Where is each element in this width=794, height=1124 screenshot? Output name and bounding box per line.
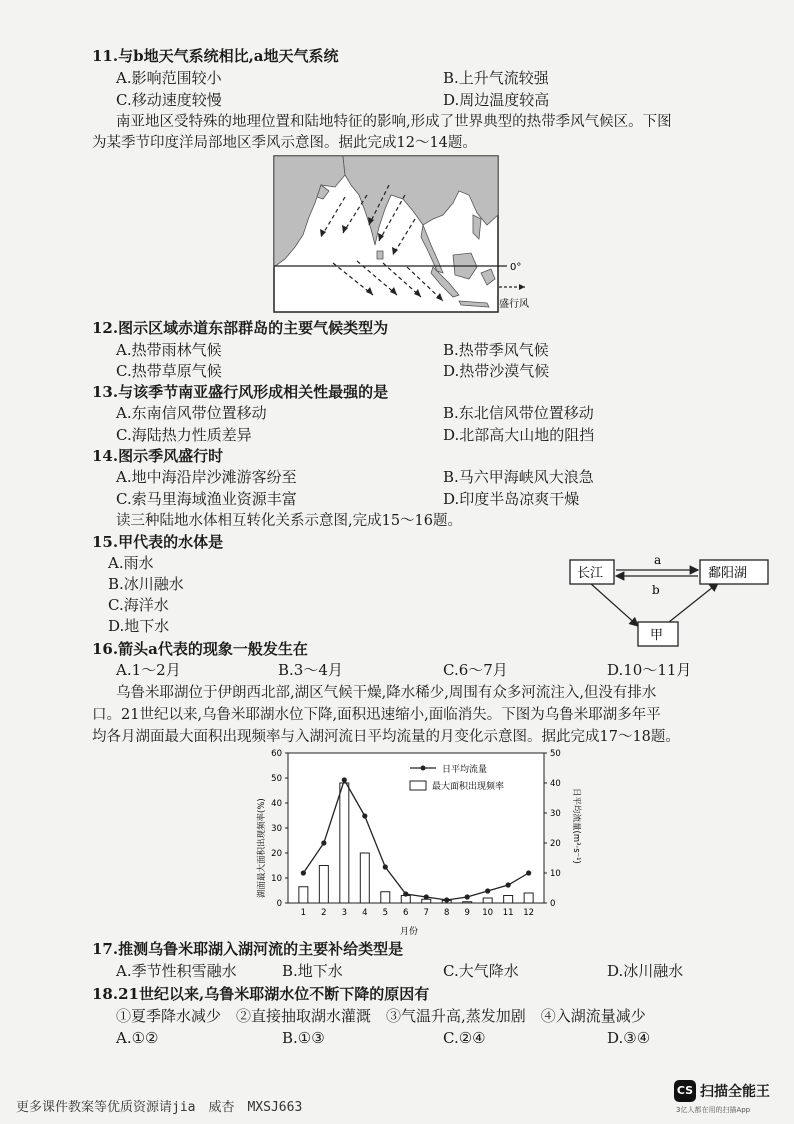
q13-option-b: B.东北信风带位置移动 bbox=[443, 404, 594, 422]
q16-stem: 16.箭头a代表的现象一般发生在 bbox=[92, 640, 308, 658]
q14-option-d: D.印度半岛凉爽干燥 bbox=[443, 490, 580, 508]
flow-point-month-1 bbox=[301, 870, 306, 875]
y-right-tick-label: 50 bbox=[550, 749, 561, 759]
y-left-tick-label: 30 bbox=[271, 824, 282, 834]
legend-line-label: 日平均流量 bbox=[442, 765, 488, 775]
y-right-tick-label: 20 bbox=[550, 839, 561, 849]
flow-frequency-chart bbox=[250, 748, 590, 938]
bar-month-1 bbox=[299, 887, 308, 903]
y-right-tick-label: 40 bbox=[550, 779, 561, 789]
arrow-b-label: b bbox=[652, 583, 660, 597]
arrow-left-to-jia bbox=[590, 583, 638, 626]
q13-option-c: C.海陆热力性质差异 bbox=[116, 426, 252, 444]
intro-17-18-line2: 口。21世纪以来,乌鲁米耶湖水位下降,面积迅速缩小,面临消失。下图为乌鲁米耶湖多年平 bbox=[92, 707, 661, 723]
intro-17-18-line1: 乌鲁米耶湖位于伊朗西北部,湖区气候干燥,降水稀少,周围有众多河流注入,但没有排水 bbox=[116, 685, 657, 701]
q15-option-a: A.雨水 bbox=[108, 554, 154, 572]
y-right-tick-label: 30 bbox=[550, 809, 561, 819]
water-diagram bbox=[568, 550, 772, 650]
logo-subtitle: 3亿人都在用的扫描App bbox=[676, 1106, 751, 1114]
bar-month-12 bbox=[524, 893, 533, 903]
q14-option-b: B.马六甲海峡风大浪急 bbox=[443, 468, 594, 486]
flow-point-month-6 bbox=[403, 891, 408, 896]
x-tick-label: 1 bbox=[300, 908, 307, 918]
bar-month-2 bbox=[319, 866, 328, 904]
legend-label: 盛行风 bbox=[499, 299, 529, 310]
q15-option-d: D.地下水 bbox=[108, 617, 170, 635]
y-left-tick-label: 40 bbox=[271, 799, 282, 809]
q15-stem: 15.甲代表的水体是 bbox=[92, 533, 224, 551]
q12-option-b: B.热带季风气候 bbox=[443, 341, 549, 359]
bar-month-6 bbox=[401, 896, 410, 904]
q17-option-d: D.冰川融水 bbox=[607, 962, 684, 980]
flow-point-month-7 bbox=[424, 894, 429, 899]
x-axis-label: 月份 bbox=[400, 927, 419, 937]
q15-option-c: C.海洋水 bbox=[108, 596, 169, 614]
q13-stem: 13.与该季节南亚盛行风形成相关性最强的是 bbox=[92, 383, 389, 401]
camscanner-logo bbox=[674, 1078, 784, 1118]
flow-point-month-9 bbox=[465, 894, 470, 899]
node-poyang-label: 鄱阳湖 bbox=[708, 566, 748, 581]
flow-point-month-2 bbox=[321, 840, 326, 845]
bar-month-11 bbox=[504, 896, 513, 904]
x-tick-label: 12 bbox=[523, 908, 535, 918]
q17-option-b: B.地下水 bbox=[282, 962, 343, 980]
y-right-tick-label: 0 bbox=[550, 899, 556, 909]
x-tick-label: 8 bbox=[444, 908, 450, 918]
x-tick-label: 3 bbox=[341, 908, 348, 918]
x-tick-label: 4 bbox=[362, 908, 368, 918]
x-tick-label: 11 bbox=[502, 908, 514, 918]
q18-reasons: ①夏季降水减少 ②直接抽取湖水灌溉 ③气温升高,蒸发加剧 ④入湖流量减少 bbox=[116, 1007, 646, 1025]
intro-17-18-line3: 均各月湖面最大面积出现频率与入湖河流日平均流量的月变化示意图。据此完成17～18题。 bbox=[92, 729, 680, 745]
y-left-tick-label: 10 bbox=[271, 874, 282, 884]
y-axis-left-label: 湖面最大面积出现频率(%) bbox=[257, 798, 267, 898]
y-axis-right-label: 日平均流量(m³·s⁻¹) bbox=[571, 788, 581, 864]
x-tick-label: 9 bbox=[464, 908, 470, 918]
q11-option-b: B.上升气流较强 bbox=[443, 69, 549, 87]
q18-option-c: C.②④ bbox=[443, 1029, 486, 1047]
q13-option-d: D.北部高大山地的阻挡 bbox=[443, 426, 595, 444]
intro-12-14-line1: 南亚地区受特殊的地理位置和陆地特征的影响,形成了世界典型的热带季风气候区。下图 bbox=[116, 114, 672, 130]
q12-stem: 12.图示区域赤道东部群岛的主要气候类型为 bbox=[92, 319, 389, 337]
arrow-a-label: a bbox=[654, 553, 662, 567]
flow-point-month-11 bbox=[506, 882, 511, 887]
q16-option-d: D.10～11月 bbox=[607, 661, 692, 679]
node-jia-label: 甲 bbox=[650, 628, 664, 643]
q16-option-a: A.1～2月 bbox=[116, 661, 181, 679]
logo-name: 扫描全能王 bbox=[700, 1084, 770, 1100]
x-tick-label: 7 bbox=[423, 908, 429, 918]
q11-option-a: A.影响范围较小 bbox=[116, 69, 222, 87]
legend-line-marker bbox=[421, 766, 426, 771]
flow-point-month-8 bbox=[444, 897, 449, 902]
q12-option-a: A.热带雨林气候 bbox=[116, 341, 222, 359]
sri-lanka bbox=[377, 251, 383, 259]
q12-option-d: D.热带沙漠气候 bbox=[443, 362, 550, 380]
q15-option-b: B.冰川融水 bbox=[108, 575, 184, 593]
q11-stem: 11.与b地天气系统相比,a地天气系统 bbox=[92, 47, 339, 65]
y-left-tick-label: 60 bbox=[271, 749, 282, 759]
intro-12-14-line2: 为某季节印度洋局部地区季风示意图。据此完成12～14题。 bbox=[92, 135, 477, 151]
bar-month-5 bbox=[381, 892, 390, 903]
q11-option-d: D.周边温度较高 bbox=[443, 91, 550, 109]
y-right-tick-label: 10 bbox=[550, 869, 561, 879]
q17-stem: 17.推测乌鲁米耶湖入湖河流的主要补给类型是 bbox=[92, 940, 404, 958]
legend-bar-label: 最大面积出现频率 bbox=[432, 782, 505, 792]
q14-option-c: C.索马里海域渔业资源丰富 bbox=[116, 490, 297, 508]
q18-option-a: A.①② bbox=[116, 1029, 159, 1047]
bar-month-10 bbox=[483, 898, 492, 903]
y-left-tick-label: 20 bbox=[271, 849, 282, 859]
q17-option-a: A.季节性积雪融水 bbox=[116, 962, 237, 980]
bar-month-9 bbox=[463, 902, 472, 903]
bar-month-3 bbox=[340, 783, 349, 903]
bar-month-4 bbox=[360, 853, 369, 903]
bar-month-7 bbox=[422, 899, 431, 903]
q16-option-c: C.6～7月 bbox=[443, 661, 508, 679]
arrow-jia-to-right bbox=[664, 583, 718, 626]
q18-option-d: D.③④ bbox=[607, 1029, 651, 1047]
legend-bar-swatch bbox=[410, 781, 426, 790]
q13-option-a: A.东南信风带位置移动 bbox=[116, 404, 267, 422]
q16-option-b: B.3～4月 bbox=[278, 661, 343, 679]
equator-label: 0° bbox=[510, 262, 522, 273]
flow-point-month-12 bbox=[526, 870, 531, 875]
flow-point-month-5 bbox=[383, 864, 388, 869]
footer-note: 更多课件教案等优质资源请jia 威杏 MXSJ663 bbox=[16, 1100, 303, 1115]
flow-point-month-4 bbox=[362, 813, 367, 818]
x-tick-label: 5 bbox=[382, 908, 388, 918]
monsoon-map bbox=[273, 155, 533, 315]
q12-option-c: C.热带草原气候 bbox=[116, 362, 222, 380]
y-left-tick-label: 50 bbox=[271, 774, 282, 784]
node-changjiang-label: 长江 bbox=[577, 566, 604, 581]
intro-15-16: 读三种陆地水体相互转化关系示意图,完成15～16题。 bbox=[116, 513, 463, 529]
q18-option-b: B.①③ bbox=[282, 1029, 325, 1047]
legend-arrowhead bbox=[519, 284, 525, 290]
x-tick-label: 2 bbox=[321, 908, 327, 918]
flow-point-month-10 bbox=[485, 888, 490, 893]
q11-option-c: C.移动速度较慢 bbox=[116, 91, 222, 109]
y-left-tick-label: 0 bbox=[276, 899, 282, 909]
flow-point-month-3 bbox=[342, 777, 347, 782]
q14-stem: 14.图示季风盛行时 bbox=[92, 447, 224, 465]
x-tick-label: 10 bbox=[482, 908, 494, 918]
q18-stem: 18.21世纪以来,乌鲁米耶湖水位不断下降的原因有 bbox=[92, 985, 430, 1003]
q17-option-c: C.大气降水 bbox=[443, 962, 519, 980]
x-tick-label: 6 bbox=[403, 908, 409, 918]
q14-option-a: A.地中海沿岸沙滩游客纷至 bbox=[116, 468, 297, 486]
logo-badge-icon: CS bbox=[674, 1080, 696, 1102]
